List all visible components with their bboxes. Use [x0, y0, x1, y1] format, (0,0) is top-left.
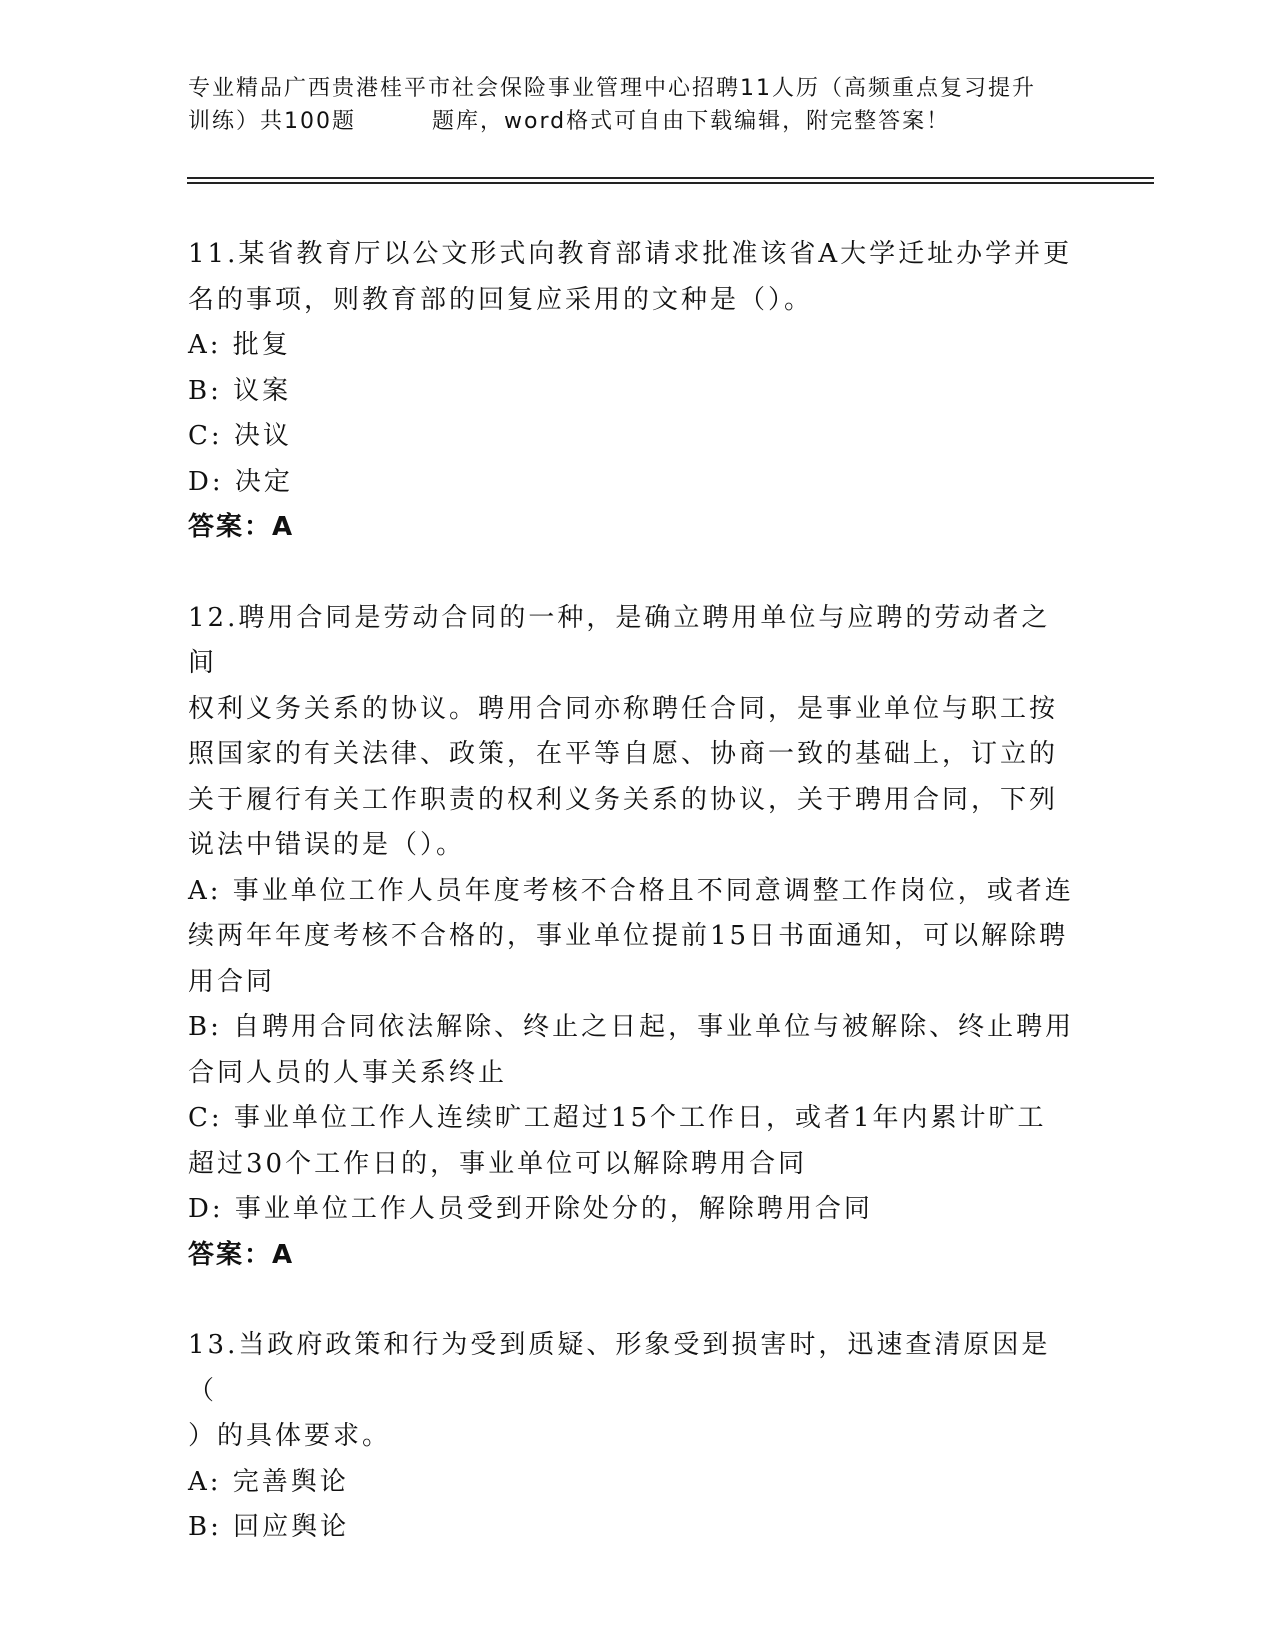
header-line-1: 专业精品广西贵港桂平市社会保险事业管理中心招聘11人历（高频重点复习提升: [188, 76, 1036, 101]
header-line-2: [188, 105, 1088, 138]
option-c: C: 决议: [188, 421, 292, 451]
question-text-line: 关于履行有关工作职责的权利义务关系的协议，关于聘用合同，下列: [188, 784, 1059, 815]
question-list: [188, 232, 1078, 1596]
option-b: B: 议案: [188, 375, 292, 406]
option-b-cont: 合同人员的人事关系终止: [188, 1057, 508, 1088]
option-a: A: 批复: [188, 330, 291, 360]
header-line-2b: 题库，word格式可自由下载编辑，附完整答案！: [432, 109, 951, 134]
header-divider-bottom: [187, 182, 1154, 184]
header-line-2a: 训练）共100题: [188, 109, 356, 134]
question-text-line: 12.聘用合同是劳动合同的一种，是确立聘用单位与应聘的劳动者之间: [188, 602, 1051, 678]
question-12: [188, 596, 1078, 1279]
question-text-line: 11.某省教育厅以公文形式向教育部请求批准该省A大学迁址办学并更: [188, 239, 1073, 269]
question-text-line: ）的具体要求。: [188, 1421, 392, 1451]
option-a-cont: 续两年年度考核不合格的，事业单位提前15日书面通知，可以解除聘: [188, 921, 1069, 951]
question-text-line: 说法中错误的是（）。: [188, 830, 466, 860]
option-a: A: 完善舆论: [188, 1466, 349, 1497]
option-b: B: 回应舆论: [188, 1512, 350, 1542]
option-d: D: 决定: [188, 466, 293, 497]
question-13: [188, 1323, 1078, 1551]
question-11: [188, 232, 1078, 551]
page-header: [188, 72, 1088, 138]
question-text-line: 权利义务关系的协议。聘用合同亦称聘任合同，是事业单位与职工按: [188, 693, 1059, 724]
answer: 答案：A: [188, 512, 295, 542]
option-c-cont: 超过30个工作日的，事业单位可以解除聘用合同: [188, 1148, 808, 1179]
option-a-cont: 用合同: [188, 966, 276, 997]
question-text-line: 名的事项，则教育部的回复应采用的文种是（）。: [188, 284, 814, 315]
answer: 答案：A: [188, 1239, 295, 1270]
header-divider-top: [187, 177, 1154, 179]
question-text-line: 照国家的有关法律、政策，在平等自愿、协商一致的基础上，订立的: [188, 739, 1059, 769]
question-text-line: 13.当政府政策和行为受到质疑、形象受到损害时，迅速查清原因是（: [188, 1330, 1051, 1406]
option-d: D: 事业单位工作人员受到开除处分的，解除聘用合同: [188, 1194, 873, 1224]
option-c: C: 事业单位工作人连续旷工超过15个工作日，或者1年内累计旷工: [188, 1103, 1047, 1133]
option-a: A: 事业单位工作人员年度考核不合格且不同意调整工作岗位，或者连: [188, 875, 1074, 906]
option-b: B: 自聘用合同依法解除、终止之日起，事业单位与被解除、终止聘用: [188, 1012, 1075, 1042]
